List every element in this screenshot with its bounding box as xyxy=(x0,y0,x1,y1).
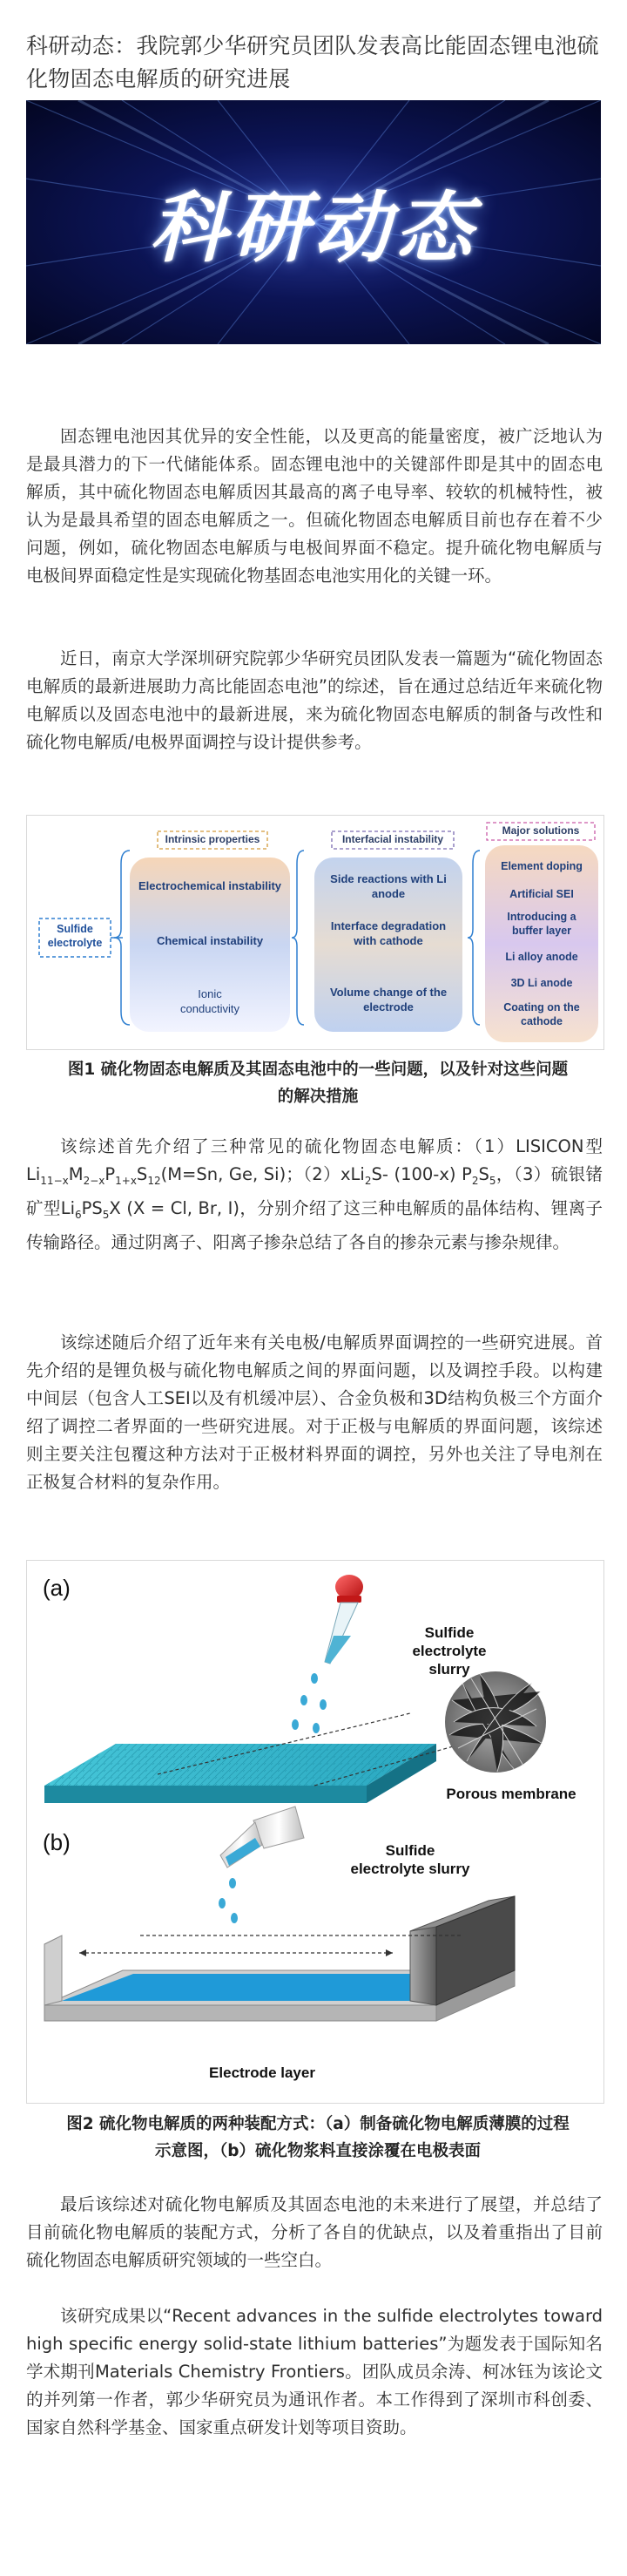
interfacial-item-2: Interface degradation with cathode xyxy=(330,919,447,947)
electrode-tray xyxy=(44,1896,515,2021)
dropper-icon xyxy=(325,1575,363,1664)
solution-item-4: Li alloy anode xyxy=(505,951,578,963)
figure-1 xyxy=(26,815,604,1050)
interfacial-header: Interfacial instability xyxy=(341,833,444,845)
bracket-right xyxy=(468,851,480,1025)
paragraph-publication: 该研究成果以“Recent advances in the sulfide electrolytes toward high specific energy solid-state lithium batteries”为题发表于国际知名学术期刊Materials Chemistry Frontiers。团队成员余涛、柯冰钰为该论文的并列第一作者，郭少华研究员为通讯作者。本工作得到了深圳市科创委、国家自然科学基金、国家重点研发计划等项目资助。 xyxy=(26,2306,603,2437)
interfacial-item-3: Volume change of the electrode xyxy=(329,986,448,1013)
solution-item-5: 3D Li anode xyxy=(510,977,573,989)
figure-2-caption: 图2 硫化物电解质的两种装配方式：（a）制备硫化物电解质薄膜的过程示意图，（b）硫化物浆料直接涂覆在电极表面 xyxy=(66,2115,570,2160)
panel-a-label: (a) xyxy=(43,1575,71,1601)
article-title: 科研动态：我院郭少华研究员团队发表高比能固态锂电池硫化物固态电解质的研究进展 xyxy=(26,33,599,92)
slurry-drops-a xyxy=(292,1673,327,1733)
slurry-label-b: Sulfide electrolyte slurry xyxy=(350,1842,470,1877)
paragraph-review-summary: 近日，南京大学深圳研究院郭少华研究员团队发表一篇题为“硫化物固态电解质的最新进展助力高比能固态电池”的综述，旨在通过总结近年来硫化物电解质以及固态电池中的最新进展，来为硫化物固态电解质的制备与改性和硫化物电解质/电极界面调控与设计提供参考。 xyxy=(26,648,603,752)
solutions-header: Major solutions xyxy=(502,824,580,837)
figure-2 xyxy=(26,1560,604,2104)
sulfide-electrolyte-label: Sulfide electrolyte xyxy=(47,923,103,949)
figure-2-diagram xyxy=(27,1561,603,2103)
solution-item-2: Artificial SEI xyxy=(509,888,574,900)
slurry-drops-b xyxy=(219,1878,238,1923)
panel-b-label: (b) xyxy=(43,1829,71,1855)
paragraph-intro: 固态锂电池因其优异的安全性能，以及更高的能量密度，被广泛地认为是最具潜力的下一代储能体系。固态锂电池中的关键部件即是其中的固态电解质，其中硫化物固态电解质因其最高的离子电导率、较软的机械特性，被认为是最具希望的固态电解质之一。但硫化物固态电解质目前也存在着不少问题，例如，硫化物固态电解质与电极间界面不稳定。提升硫化物电解质与电极间界面稳定性是实现硫化物基固态电池实用化的关键一环。 xyxy=(26,426,603,586)
porous-membrane-label: Porous membrane xyxy=(446,1786,576,1802)
solution-item-6: Coating on the cathode xyxy=(503,1001,580,1027)
solution-item-1: Element doping xyxy=(501,860,583,872)
intrinsic-item-3: Ionic conductivity xyxy=(180,987,239,1015)
porous-membrane-sheet xyxy=(44,1713,462,1803)
solution-item-3: Introducing a buffer layer xyxy=(507,911,576,937)
intrinsic-item-2: Chemical instability xyxy=(156,934,264,947)
flask-icon xyxy=(220,1807,304,1868)
paragraph-outlook: 最后该综述对硫化物电解质及其固态电池的未来进行了展望，并总结了目前硫化物电解质的装配方式，分析了各自的优缺点，以及着重指出了目前硫化物固态电解质研究领域的一些空白。 xyxy=(26,2194,603,2270)
banner-image xyxy=(26,100,601,344)
intrinsic-header: Intrinsic properties xyxy=(165,833,260,845)
interfacial-item-1: Side reactions with Li anode xyxy=(330,872,447,900)
sem-image xyxy=(445,1671,546,1773)
figure-1-caption: 图1 硫化物固态电解质及其固态电池中的一些问题，以及针对这些问题的解决措施 xyxy=(67,1061,569,1106)
banner-text: 科研动态 xyxy=(149,183,477,273)
paragraph-interface-progress: 该综述随后介绍了近年来有关电极/电解质界面调控的一些研究进展。首先介绍的是锂负极与硫化物电解质之间的界面问题，以及调控手段。以构建中间层（包含人工SEI以及有机缓冲层）、合金负极和3D结构负极三个方面介绍了调控二者界面的一些研究进展。对于正极与电解质的界面问题，该综述则主要关注包覆这种方法对于正极材料界面的调控，另外也关注了导电剂在正极复合材料的复杂作用。 xyxy=(26,1332,603,1492)
bracket-middle xyxy=(292,851,304,1025)
electrode-layer-label: Electrode layer xyxy=(209,2064,315,2081)
paragraph-three-electrolytes: 该综述首先介绍了三种常见的硫化物固态电解质：（1）LISICON型$Li_{11-x}M_{2-x}P_{1+x}S_{12}(M=Sn$, Ge, Si)；（2）xLi$_2$S- (100-x) $P_2S_5$，（3）硫银锗矿型$Li_6PS_5X$ (X = Cl, Br, I)，分别介绍了这三种电解质的晶体结构、锂离子传输路径。通过阴离子、阳离子掺杂总结了各自的掺杂元素与掺杂规律。 xyxy=(26,1136,603,1252)
slurry-label-a: Sulfide electrolyte slurry xyxy=(412,1624,487,1678)
intrinsic-item-1: Electrochemical instability xyxy=(138,879,282,892)
